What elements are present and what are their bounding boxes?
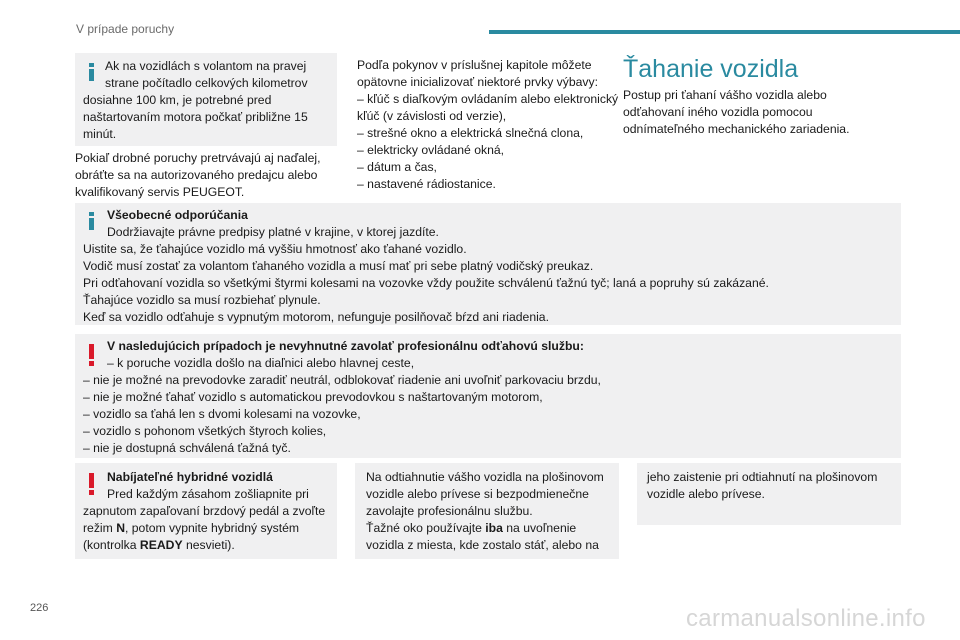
text-line: Keď sa vozidlo odťahuje s vypnutým motorom, nefunguje posilňovač bŕzd ani riadenia. [83, 310, 549, 324]
general-box-text [83, 207, 769, 326]
info-box-general-recommendations [75, 203, 901, 325]
text-line: vozidle alebo prívese si bezpodmienečne [366, 487, 589, 501]
text-run: , potom vypnite hybridný systém [125, 521, 300, 535]
list-item: – nie je možné ťahať vozidlo s automatickou prevodovkou s naštartovaným motorom, [83, 390, 543, 404]
text-line: Vodič musí zostať za volantom ťahaného vozidla a musí mať pri sebe platný vodičský preukaz. [83, 259, 594, 273]
running-header: V prípade poruchy [76, 22, 175, 36]
list-item: – vozidlo s pohonom všetkých štyroch kolies, [83, 424, 327, 438]
list-item: – kľúč s diaľkovým ovládaním alebo elektronický [357, 92, 619, 106]
info-box-right-hand-drive [75, 53, 337, 146]
towing-box-middle [355, 463, 619, 559]
towing-box-text [366, 469, 604, 554]
watermark: carmanualsonline.info [686, 605, 926, 632]
page-number: 226 [30, 602, 49, 614]
text-run: režim [83, 521, 117, 535]
text-line: minút. [83, 127, 117, 141]
towing-box-right [637, 463, 901, 525]
paragraph-towing-intro [623, 87, 849, 138]
list-item: – nie je možné na prevodovke zaradiť neutrál, odblokovať riadenie ani uvoľniť parkovaciu brzdu, [83, 373, 601, 387]
text-line: Dodržiavajte právne predpisy platné v krajine, v ktorej jazdíte. [107, 225, 439, 239]
info-box-text [83, 58, 308, 143]
text-run: Ťažné oko používajte [366, 521, 486, 535]
text-line: naštartovaním motora počkať približne 15 [83, 110, 308, 124]
list-item: – k poruche vozidla došlo na diaľnici alebo hlavnej ceste, [107, 356, 415, 370]
towing-box-right-text [647, 469, 877, 503]
text-line [83, 520, 325, 537]
header-accent-bar [489, 30, 960, 34]
warning-box-text [83, 338, 601, 457]
text-line [83, 537, 325, 554]
list-item: – nie je dostupná schválená ťažná tyč. [83, 441, 291, 455]
list-item: – vozidlo sa ťahá len s dvomi kolesami na vozovke, [83, 407, 361, 421]
text-run: na uvoľnenie [502, 521, 577, 535]
text-line: Ťahajúce vozidlo sa musí rozbiehať plynule. [83, 293, 321, 307]
ready-indicator-label: READY [139, 538, 183, 552]
text-line: Pred každým zásahom zošliapnite pri [107, 487, 309, 501]
text-run: (kontrolka [83, 538, 140, 552]
text-line: obráťte sa na autorizovaného predajcu alebo [75, 168, 318, 182]
text-line: Pokiaľ drobné poruchy pretrvávajú aj naďalej, [75, 151, 321, 165]
box-heading: Všeobecné odporúčania [107, 208, 248, 222]
box-heading: V nasledujúcich prípadoch je nevyhnutné zavolať profesionálnu odťahovú službu: [107, 339, 584, 353]
list-item: – nastavené rádiostanice. [357, 177, 496, 191]
text-line: strane počítadlo celkových kilometrov [105, 76, 308, 90]
text-line: zapnutom zapaľovaní brzdový pedál a zvoľte [83, 504, 326, 518]
list-item: – dátum a čas, [357, 160, 437, 174]
list-item: – strešné okno a elektrická slnečná clona, [357, 126, 584, 140]
list-item: – elektricky ovládané okná, [357, 143, 505, 157]
warning-box-professional-towing [75, 334, 901, 458]
text-line: vozidle alebo prívese. [647, 487, 765, 501]
hybrid-box-text [83, 469, 325, 554]
text-line: vozidla z miesta, kde zostalo stáť, alebo na [366, 538, 599, 552]
text-line: zavolajte profesionálnu službu. [366, 504, 533, 518]
emphasis-only: iba [485, 521, 503, 535]
paragraph-minor-faults [75, 150, 320, 201]
text-line: odťahovaní iného vozidla pomocou [623, 105, 813, 119]
text-line: Na odtiahnutie vášho vozidla na plošinovom [366, 470, 604, 484]
paragraph-reinitialize [357, 57, 618, 193]
text-line: Uistite sa, že ťahajúce vozidlo má vyššiu hmotnosť ako ťahané vozidlo. [83, 242, 467, 256]
section-title: Ťahanie vozidla [623, 55, 799, 83]
text-line: kľúč (v závislosti od verzie), [357, 109, 507, 123]
text-run: nesvieti). [182, 538, 235, 552]
text-line: dosiahne 100 km, je potrebné pred [83, 93, 272, 107]
text-line: Ak na vozidlách s volantom na pravej [105, 59, 307, 73]
text-line: Postup pri ťahaní vášho vozidla alebo [623, 88, 827, 102]
mode-n-label: N [116, 521, 125, 535]
text-line: jeho zaistenie pri odtiahnutí na plošinovom [647, 470, 878, 484]
text-line: kvalifikovaný servis PEUGEOT. [75, 185, 245, 199]
text-line: Podľa pokynov v príslušnej kapitole môžete [357, 58, 592, 72]
text-line: Pri odťahovaní vozidla so všetkými štyrmi kolesami na vozovke vždy použite schválenú ťažnú tyč; laná a popruhy sú zakázané. [83, 276, 769, 290]
text-line [366, 520, 604, 537]
text-line: opätovne inicializovať niektoré prvky výbavy: [357, 75, 598, 89]
text-line: odnímateľného mechanického zariadenia. [623, 122, 850, 136]
warning-box-hybrid [75, 463, 337, 559]
box-heading: Nabíjateľné hybridné vozidlá [107, 470, 273, 484]
